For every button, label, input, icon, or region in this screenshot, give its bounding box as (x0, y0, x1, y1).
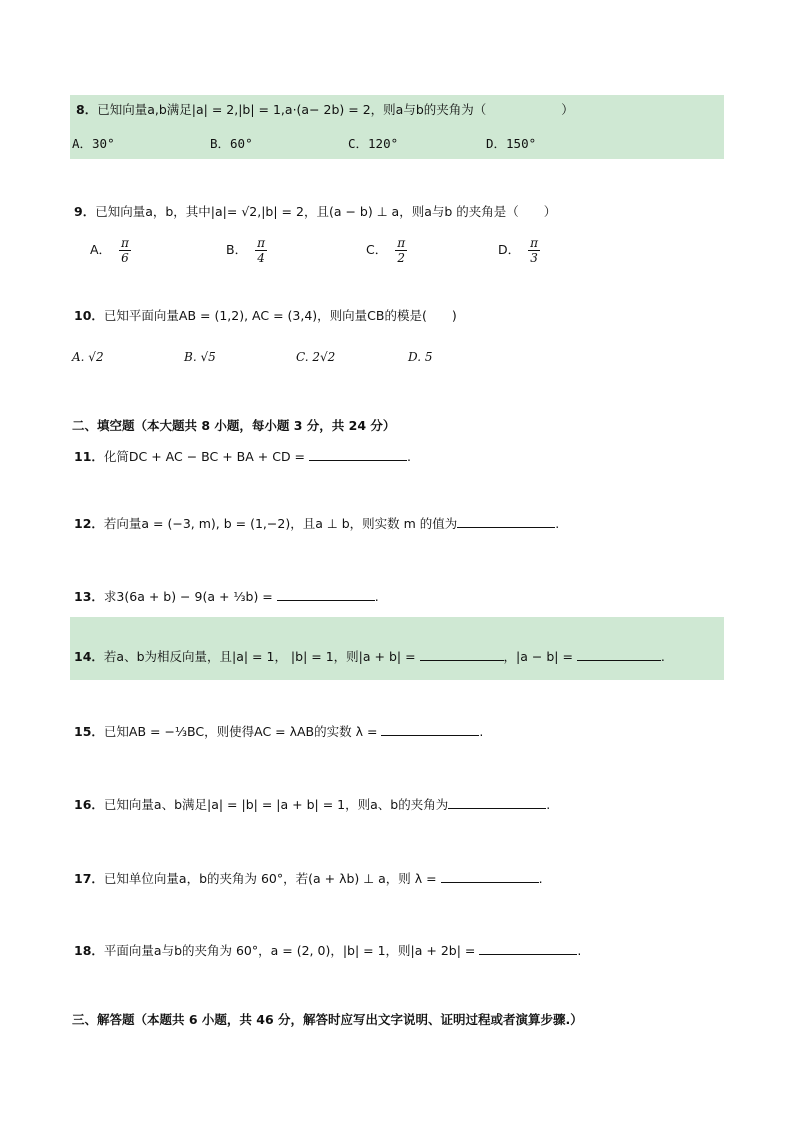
question-10 (74, 307, 457, 325)
question-14-number: 14． (74, 649, 104, 664)
question-14-text: 若a、b为相反向量，且|a| = 1， |b| = 1，则|a + b| = (103, 649, 420, 664)
question-9-option-d (498, 236, 540, 265)
fraction-denominator: 3 (530, 251, 538, 265)
question-16-text: 已知向量a、b满足|a| = |b| = |a + b| = 1，则a、b的夹角为 (103, 797, 449, 812)
question-17-text: 已知单位向量a，b的夹角为 60°，若(a + λb) ⊥ a，则 λ = (103, 871, 441, 886)
question-16-end: . (546, 797, 551, 812)
fraction-numerator: π (397, 236, 406, 250)
question-9-option-a (90, 236, 131, 265)
question-9-option-c-letter: C． (366, 242, 388, 257)
question-14-end: . (660, 649, 665, 664)
fraction-denominator: 4 (257, 251, 265, 265)
question-14-mid: ，|a − b| = (503, 649, 577, 664)
question-9-option-c-fraction (395, 236, 407, 265)
question-8-option-a: A．30° (72, 136, 115, 151)
question-18-answer-blank[interactable] (479, 942, 577, 955)
question-8-option-b: B．60° (210, 136, 253, 151)
question-9-option-c (366, 236, 407, 265)
question-13-answer-blank[interactable] (277, 588, 375, 601)
question-17-answer-blank[interactable] (441, 870, 539, 883)
question-10-option-c: C. 2√2 (296, 350, 336, 364)
question-17-end: . (538, 871, 543, 886)
question-16-number: 16． (74, 797, 104, 812)
fraction-numerator: π (530, 236, 539, 250)
question-8-option-c: C．120° (348, 136, 399, 151)
question-12-end: . (555, 516, 560, 531)
question-11-text: 化简DC + AC − BC + BA + CD = (103, 449, 309, 464)
question-15-text: 已知AB = −⅓BC，则使得AC = λAB的实数 λ = (103, 724, 382, 739)
question-15 (74, 723, 483, 741)
section-answer-title: 三、解答题（本题共 6 小题，共 46 分，解答时应写出文字说明、证明过程或者演算步骤.） (72, 1012, 583, 1027)
question-9-option-b (226, 236, 267, 265)
question-8 (76, 101, 574, 119)
question-11-answer-blank[interactable] (309, 448, 407, 461)
question-9-option-b-letter: B． (226, 242, 248, 257)
question-10-option-a: A. √2 (72, 350, 104, 364)
question-12-number: 12． (74, 516, 104, 531)
question-18-number: 18． (74, 943, 104, 958)
question-8-text: 已知向量a,b满足|a| = 2,|b| = 1,a·(a− 2b) = 2，则a与b的夹角为（ ） (97, 102, 574, 117)
question-13-text: 求3(6a + b) − 9(a + ⅓b) = (103, 589, 277, 604)
question-14-answer-blank-2[interactable] (577, 648, 661, 661)
fraction-denominator: 2 (397, 251, 405, 265)
question-18-text: 平面向量a与b的夹角为 60°，a = (2, 0)，|b| = 1，则|a + 2b| = (103, 943, 480, 958)
question-10-text: 已知平面向量AB = (1,2), AC = (3,4)，则向量CB的模是( ) (103, 308, 457, 323)
question-11 (74, 448, 411, 466)
question-8-option-d: D．150° (486, 136, 537, 151)
question-14-answer-blank-1[interactable] (420, 648, 504, 661)
question-18 (74, 942, 581, 960)
question-17-number: 17． (74, 871, 104, 886)
fraction-numerator: π (257, 236, 265, 250)
question-9-option-b-fraction (255, 236, 267, 265)
question-13-number: 13． (74, 589, 104, 604)
question-10-number: 10． (74, 308, 104, 323)
question-9-text: 已知向量a，b，其中|a|= √2,|b| = 2，且(a − b) ⊥ a，则a与b 的夹角是（ ） (95, 204, 557, 219)
question-13-end: . (374, 589, 379, 604)
question-16 (74, 796, 550, 814)
question-15-number: 15． (74, 724, 104, 739)
question-14 (74, 648, 665, 666)
question-9-option-a-letter: A． (90, 242, 112, 257)
question-11-number: 11． (74, 449, 104, 464)
fraction-numerator: π (121, 236, 129, 250)
question-13 (74, 588, 379, 606)
question-9 (74, 203, 556, 221)
question-12-answer-blank[interactable] (457, 515, 555, 528)
question-15-answer-blank[interactable] (381, 723, 479, 736)
question-10-option-b: B. √5 (184, 350, 216, 364)
question-9-option-d-letter: D． (498, 242, 521, 257)
question-9-number: 9． (74, 204, 96, 219)
question-16-answer-blank[interactable] (448, 796, 546, 809)
question-11-end: . (407, 449, 411, 464)
question-17 (74, 870, 543, 888)
question-8-number: 8． (76, 102, 98, 117)
question-12 (74, 515, 559, 533)
fraction-denominator: 6 (121, 251, 129, 265)
section-fill-in-title: 二、填空题（本大题共 8 小题，每小题 3 分，共 24 分） (72, 418, 396, 433)
question-12-text: 若向量a = (−3, m), b = (1,−2)，且a ⊥ b，则实数 m 的值为 (103, 516, 458, 531)
question-18-end: . (577, 943, 582, 958)
question-9-option-a-fraction (119, 236, 131, 265)
question-9-option-d-fraction (528, 236, 540, 265)
question-10-option-d: D. 5 (408, 350, 433, 364)
question-15-end: . (479, 724, 484, 739)
